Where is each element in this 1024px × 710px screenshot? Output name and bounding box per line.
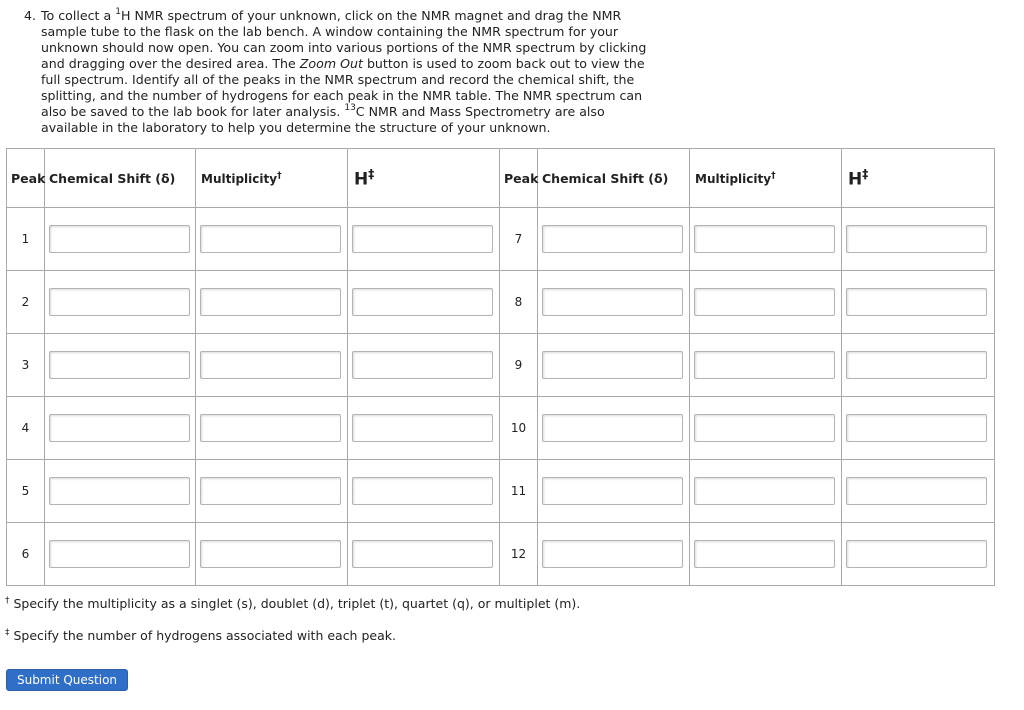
hydrogens-input[interactable] [352, 288, 493, 316]
peak-number: 10 [500, 397, 538, 460]
chemical-shift-input[interactable] [542, 351, 683, 379]
double-dagger-mark: ‡ [862, 166, 869, 181]
table-row [7, 334, 995, 397]
hydrogens-input[interactable] [352, 540, 493, 568]
question-number: 4. [24, 8, 37, 23]
header-hydrogens-label: H [354, 169, 369, 190]
multiplicity-input[interactable] [694, 477, 835, 505]
double-dagger-mark: ‡ [5, 628, 10, 638]
hydrogens-cell [348, 334, 500, 397]
multiplicity-input[interactable] [694, 414, 835, 442]
dagger-mark: † [771, 170, 776, 181]
chemical-shift-cell [45, 334, 196, 397]
peak-number: 7 [500, 208, 538, 271]
multiplicity-input[interactable] [200, 351, 341, 379]
chemical-shift-cell [538, 397, 690, 460]
chemical-shift-input[interactable] [49, 477, 190, 505]
chemical-shift-cell [45, 460, 196, 523]
multiplicity-input[interactable] [200, 414, 341, 442]
hydrogens-cell [348, 523, 500, 586]
hydrogens-input[interactable] [846, 414, 987, 442]
hydrogens-cell [348, 397, 500, 460]
multiplicity-footnote [5, 596, 580, 611]
hydrogens-input[interactable] [352, 351, 493, 379]
question-body [24, 8, 664, 136]
hydrogens-input[interactable] [352, 225, 493, 253]
multiplicity-cell [196, 523, 348, 586]
multiplicity-cell [690, 460, 842, 523]
peak-number: 5 [7, 460, 45, 523]
multiplicity-input[interactable] [694, 540, 835, 568]
header-chemical-shift: Chemical Shift (δ) [45, 149, 196, 208]
superscript-13c: 13 [344, 102, 356, 113]
multiplicity-input[interactable] [694, 225, 835, 253]
hydrogens-cell [842, 523, 995, 586]
double-dagger-mark: ‡ [368, 166, 375, 181]
hydrogens-cell [348, 208, 500, 271]
hydrogens-cell [348, 460, 500, 523]
hydrogens-cell [842, 397, 995, 460]
table-header-row [7, 149, 995, 208]
question-text-part-1: To collect a [41, 8, 116, 23]
header-multiplicity-label: Multiplicity [695, 171, 772, 186]
chemical-shift-input[interactable] [542, 225, 683, 253]
chemical-shift-cell [538, 271, 690, 334]
chemical-shift-cell [538, 334, 690, 397]
multiplicity-cell [690, 208, 842, 271]
question-text-part-2: H NMR spectrum of your unknown, click on the NMR magnet and drag the NMR sample tube to the flask on the lab bench. A window containing the NMR spectrum for your unknown should now open. You can zoom into various portions of the NMR spectrum by clicking and dragging over the desired area. The [41, 8, 647, 71]
submit-question-button[interactable]: Submit Question [6, 669, 128, 691]
peak-number: 9 [500, 334, 538, 397]
multiplicity-cell [690, 523, 842, 586]
chemical-shift-cell [538, 208, 690, 271]
hydrogens-input[interactable] [352, 477, 493, 505]
table-row [7, 460, 995, 523]
hydrogens-input[interactable] [352, 414, 493, 442]
hydrogens-cell [842, 208, 995, 271]
multiplicity-input[interactable] [200, 225, 341, 253]
hydrogens-input[interactable] [846, 351, 987, 379]
chemical-shift-cell [45, 523, 196, 586]
multiplicity-input[interactable] [694, 288, 835, 316]
chemical-shift-input[interactable] [542, 540, 683, 568]
peak-number: 11 [500, 460, 538, 523]
chemical-shift-input[interactable] [542, 288, 683, 316]
peak-number: 4 [7, 397, 45, 460]
dagger-mark: † [277, 170, 282, 181]
peak-number: 6 [7, 523, 45, 586]
multiplicity-cell [196, 208, 348, 271]
superscript-1h: 1 [115, 6, 121, 17]
header-hydrogens-label: H [848, 169, 863, 190]
nmr-table [6, 148, 995, 586]
hydrogens-cell [842, 460, 995, 523]
hydrogens-input[interactable] [846, 288, 987, 316]
multiplicity-input[interactable] [694, 351, 835, 379]
chemical-shift-input[interactable] [542, 477, 683, 505]
chemical-shift-cell [45, 271, 196, 334]
dagger-mark: † [5, 596, 10, 606]
chemical-shift-cell [45, 397, 196, 460]
hydrogens-input[interactable] [846, 225, 987, 253]
hydrogens-footnote [5, 628, 396, 643]
question-text-part-4: C NMR and Mass Spectrometry are also available in the laboratory to help you determine the structure of your unknown. [41, 104, 605, 135]
multiplicity-cell [196, 334, 348, 397]
zoom-out-term: Zoom Out [299, 56, 363, 71]
peak-number: 3 [7, 334, 45, 397]
hydrogens-cell [348, 271, 500, 334]
question-text [24, 8, 664, 136]
peak-number: 8 [500, 271, 538, 334]
chemical-shift-input[interactable] [49, 225, 190, 253]
chemical-shift-input[interactable] [542, 414, 683, 442]
multiplicity-cell [196, 460, 348, 523]
header-multiplicity [196, 149, 348, 208]
multiplicity-cell [690, 397, 842, 460]
chemical-shift-cell [45, 208, 196, 271]
multiplicity-input[interactable] [200, 477, 341, 505]
peak-number: 2 [7, 271, 45, 334]
hydrogens-input[interactable] [846, 540, 987, 568]
chemical-shift-cell [538, 460, 690, 523]
peak-number: 1 [7, 208, 45, 271]
chemical-shift-input[interactable] [49, 351, 190, 379]
hydrogens-cell [842, 334, 995, 397]
multiplicity-cell [690, 271, 842, 334]
question-text-part-3: button is used to zoom back out to view the full spectrum. Identify all of the peaks in the NMR spectrum and record the chemical shift, the splitting, and the number of hydrogens for each peak in the NMR table. The NMR spectrum can also be saved to the lab book for later analysis. [41, 56, 645, 119]
chemical-shift-input[interactable] [49, 414, 190, 442]
header-chemical-shift: Chemical Shift (δ) [538, 149, 690, 208]
table-row [7, 523, 995, 586]
hydrogens-cell [842, 271, 995, 334]
hydrogens-footnote-text: Specify the number of hydrogens associated with each peak. [13, 628, 396, 644]
header-peak: Peak [500, 149, 538, 208]
multiplicity-cell [196, 271, 348, 334]
header-hydrogens [348, 149, 500, 208]
chemical-shift-input[interactable] [49, 288, 190, 316]
hydrogens-input[interactable] [846, 477, 987, 505]
table-row [7, 271, 995, 334]
table-row [7, 397, 995, 460]
peak-number: 12 [500, 523, 538, 586]
multiplicity-footnote-text: Specify the multiplicity as a singlet (s), doublet (d), triplet (t), quartet (q), or multiplet (m). [13, 596, 581, 612]
header-multiplicity [690, 149, 842, 208]
multiplicity-input[interactable] [200, 288, 341, 316]
multiplicity-cell [196, 397, 348, 460]
header-peak: Peak [7, 149, 45, 208]
chemical-shift-cell [538, 523, 690, 586]
multiplicity-input[interactable] [200, 540, 341, 568]
header-hydrogens [842, 149, 995, 208]
table-row [7, 208, 995, 271]
multiplicity-cell [690, 334, 842, 397]
header-multiplicity-label: Multiplicity [201, 171, 278, 186]
chemical-shift-input[interactable] [49, 540, 190, 568]
